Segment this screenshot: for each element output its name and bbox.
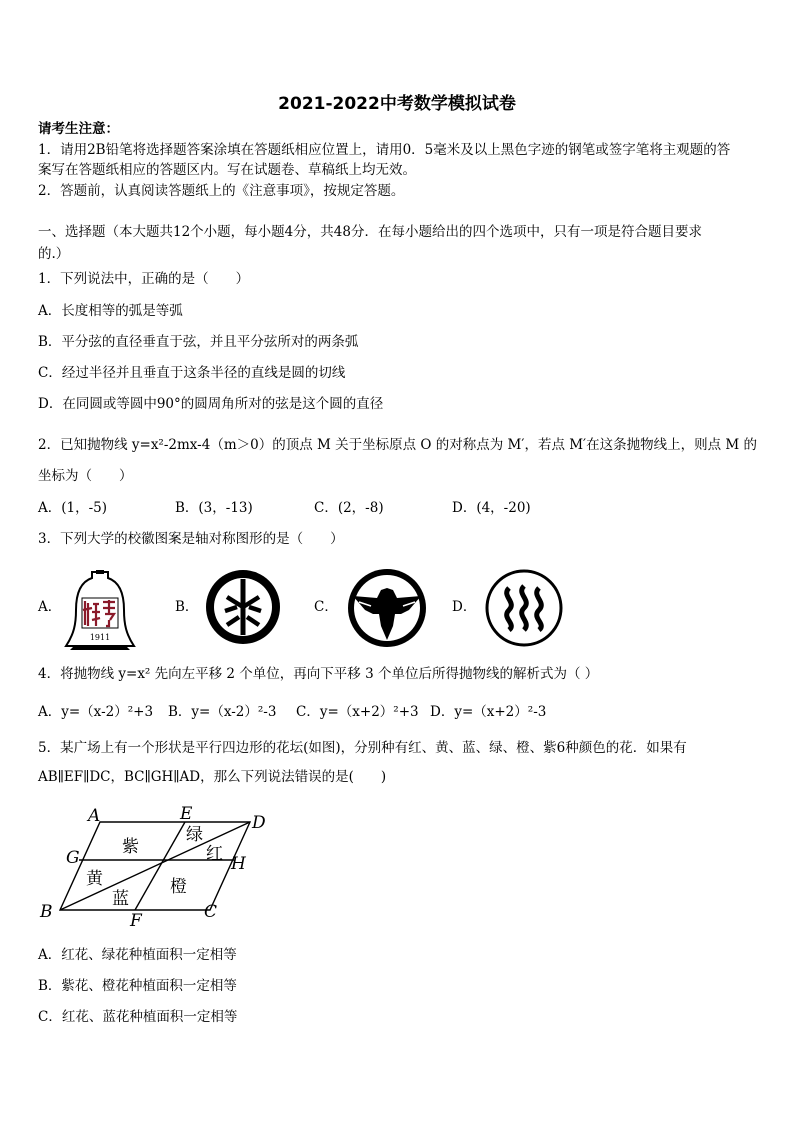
logo-b-circle-emblem-icon [203,567,283,647]
section-heading-line-2: 的.） [38,246,70,262]
q2-option-a: A．(1，-5) [38,500,108,516]
region-label-zi: 紫 [122,837,139,857]
parallelogram-figure [38,800,278,930]
q5-stem-line-2: AB∥EF∥DC，BC∥GH∥AD，那么下列说法错误的是( ) [38,769,387,785]
notice-line-2: 2．答题前，认真阅读答题纸上的《注意事项》，按规定答题。 [38,183,405,199]
notice-line-1a: 1．请用2B铅笔将选择题答案涂填在答题纸相应位置上，请用0．5毫米及以上黑色字迹的钢笔或签字笔将主观题的答 [38,142,731,158]
q1-stem: 1．下列说法中，正确的是（ ） [38,271,250,287]
q4-option-b: B．y=（x-2）²-3 [168,704,277,720]
q5-option-b: B．紫花、橙花种植面积一定相等 [38,978,237,994]
q1-option-d: D．在同圆或等圆中90°的圆周角所对的弦是这个圆的直径 [38,396,384,412]
notice-heading: 请考生注意： [38,121,119,137]
region-label-lv: 绿 [186,825,203,845]
q2-stem-line-2: 坐标为（ ） [38,468,133,484]
vertex-label-c: C [204,902,218,922]
vertex-label-b: B [40,902,53,922]
vertex-label-e: E [180,804,193,824]
region-label-lan: 蓝 [112,889,129,909]
q1-option-b: B．平分弦的直径垂直于弦，并且平分弦所对的两条弧 [38,334,359,350]
q4-option-c: C．y=（x+2）²+3 [296,704,419,720]
logo-c-eagle-emblem-icon [345,566,429,650]
q3-option-a: A． [38,599,62,615]
logo-a-bell-icon [62,568,138,652]
q2-option-b: B．(3，-13) [175,500,253,516]
section-heading-line-1: 一、选择题（本大题共12个小题，每小题4分，共48分．在每小题给出的四个选项中，只有一项是符合题目要求 [38,224,702,240]
q4-option-a: A．y=（x-2）²+3 [38,704,154,720]
q4-stem: 4．将抛物线 y=x² 先向左平移 2 个单位，再向下平移 3 个单位后所得抛物线的解析式为（ ） [38,666,599,682]
vertex-label-h: H [231,854,246,874]
q3-stem: 3．下列大学的校徽图案是轴对称图形的是（ ） [38,531,344,547]
q2-option-c: C．(2，-8) [314,500,384,516]
vertex-label-d: D [252,813,266,833]
q3-option-b: B． [175,599,199,615]
notice-line-1b: 案写在答题纸相应的答题区内。写在试题卷、草稿纸上均无效。 [38,162,416,178]
q3-option-c: C． [314,599,338,615]
vertex-label-g: G [66,848,80,868]
region-label-huang: 黄 [86,869,103,889]
q5-stem-line-1: 5．某广场上有一个形状是平行四边形的花坛(如图)，分别种有红、黄、蓝、绿、橙、紫6种颜色的花．如果有 [38,740,687,756]
q1-option-a: A．长度相等的弧是等弧 [38,303,183,319]
q5-option-c: C．红花、蓝花种植面积一定相等 [38,1009,238,1025]
q5-option-a: A．红花、绿花种植面积一定相等 [38,947,237,963]
page-title: 2021-2022中考数学模拟试卷 [278,94,516,114]
region-label-cheng: 橙 [170,877,187,897]
q2-option-d: D．(4，-20) [452,500,531,516]
logo-d-wave-emblem-icon [483,568,565,648]
q2-stem-line-1: 2．已知抛物线 y=x²-2mx-4（m＞0）的顶点 M 关于坐标原点 O 的对称点为 M′，若点 M′在这条抛物线上，则点 M 的 [38,437,758,453]
region-label-hong: 红 [206,844,223,864]
logo-a-year-text: 1911 [89,633,111,642]
q3-option-d: D． [452,599,477,615]
q4-option-d: D．y=（x+2）²-3 [430,704,547,720]
vertex-label-a: A [88,806,101,826]
vertex-label-f: F [130,911,142,930]
q1-option-c: C．经过半径并且垂直于这条半径的直线是圆的切线 [38,365,346,381]
